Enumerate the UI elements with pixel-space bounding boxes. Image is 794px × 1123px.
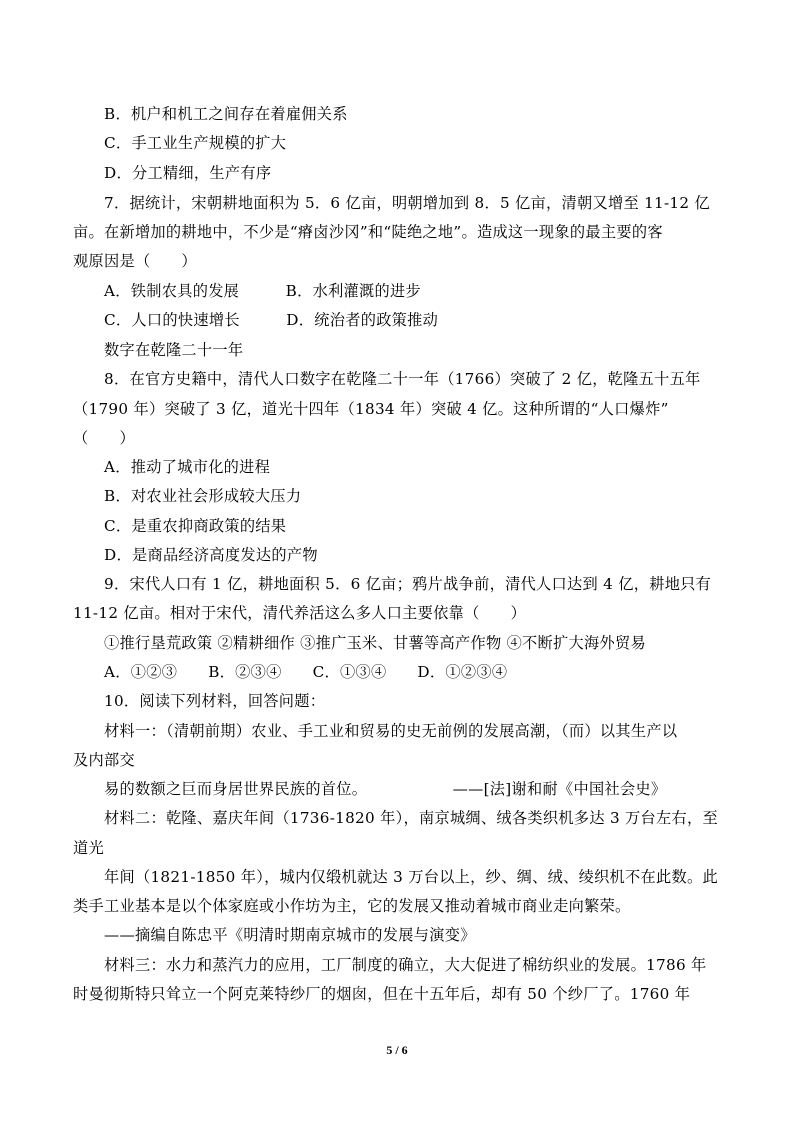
stray-text: 数字在乾隆二十一年 [104,341,244,359]
question-8-line-1: 8．在官方史籍中，清代人口数字在乾隆二十一年（1766）突破了 2 亿，乾隆五十五年 [104,370,701,388]
material-2-line-2: 道光 [73,839,104,857]
question-9-line-1: 9．宋代人口有 1 亿，耕地面积 5．6 亿亩；鸦片战争前，清代人口达到 4 亿，耕地只有 [104,575,712,593]
question-8-line-2: （1790 年）突破了 3 亿，道光十四年（1834 年）突破 4 亿。这种所谓的“人口爆炸” [73,400,669,418]
options-q7-cd: C．人口的快速增长 D．统治者的政策推动 [104,311,439,329]
option-d-q8: D．是商品经济高度发达的产物 [104,546,318,564]
option-a-q8: A．推动了城市化的进程 [104,458,271,476]
option-c-q8: C．是重农抑商政策的结果 [104,517,287,535]
option-b-q6: B．机户和机工之间存在着雇佣关系 [104,105,348,123]
option-d-q6: D．分工精细，生产有序 [104,164,272,182]
material-3-line-2: 时曼彻斯特只耸立一个阿克莱特纱厂的烟囱，但在十五年后，却有 50 个纱厂了。1760 年 [73,985,691,1003]
material-3-line-1: 材料三：水力和蒸汽力的应用，工厂制度的确立，大大促进了棉纺织业的发展。1786 年 [104,956,707,974]
question-7-line-2: 亩。在新增加的耕地中，不少是“瘠卤沙冈”和“陡绝之地”。造成这一现象的最主要的客 [73,223,663,241]
options-q7-ab: A．铁制农具的发展 B．水利灌溉的进步 [104,282,421,300]
option-b-q8: B．对农业社会形成较大压力 [104,487,302,505]
option-c-q6: C．手工业生产规模的扩大 [104,134,287,152]
question-7-line-1: 7．据统计，宋朝耕地面积为 5．6 亿亩，明朝增加到 8．5 亿亩，清朝又增至 11-12 亿 [104,194,710,212]
material-2-source: ——摘编自陈忠平《明清时期南京城市的发展与演变》 [104,926,476,944]
material-2-line-1: 材料二：乾隆、嘉庆年间（1736-1820 年），南京城绸、绒各类织机多达 3 万台左右，至 [104,809,718,827]
question-7-line-3: 观原因是（ ） [73,252,197,270]
question-10-title: 10．阅读下列材料，回答问题： [104,692,326,710]
material-1-line-1: 材料一：（清朝前期）农业、手工业和贸易的史无前例的发展高潮，（而）以其生产以 [104,722,678,740]
question-8-line-3: （ ） [73,429,135,447]
material-2-line-4: 类手工业基本是以个体家庭或小作坊为主，它的发展又推动着城市商业走向繁荣。 [73,897,631,915]
material-1-line-2: 及内部交 [73,751,135,769]
question-9-choices: ①推行垦荒政策 ②精耕细作 ③推广玉米、甘薯等高产作物 ④不断扩大海外贸易 [104,634,646,652]
page-number: 5 / 6 [386,1043,408,1057]
material-2-line-3: 年间（1821-1850 年），城内仅缎机就达 3 万台以上，纱、绸、绒、绫织机不在此数。此 [104,868,718,886]
options-q9: A．①②③ B．②③④ C．①③④ D．①②③④ [104,663,508,681]
material-1-line-3: 易的数额之巨而身居世界民族的首位。 ——[法]谢和耐《中国社会史》 [104,780,667,798]
question-9-line-2: 11-12 亿亩。相对于宋代，清代养活这么多人口主要依靠（ ） [73,604,527,622]
